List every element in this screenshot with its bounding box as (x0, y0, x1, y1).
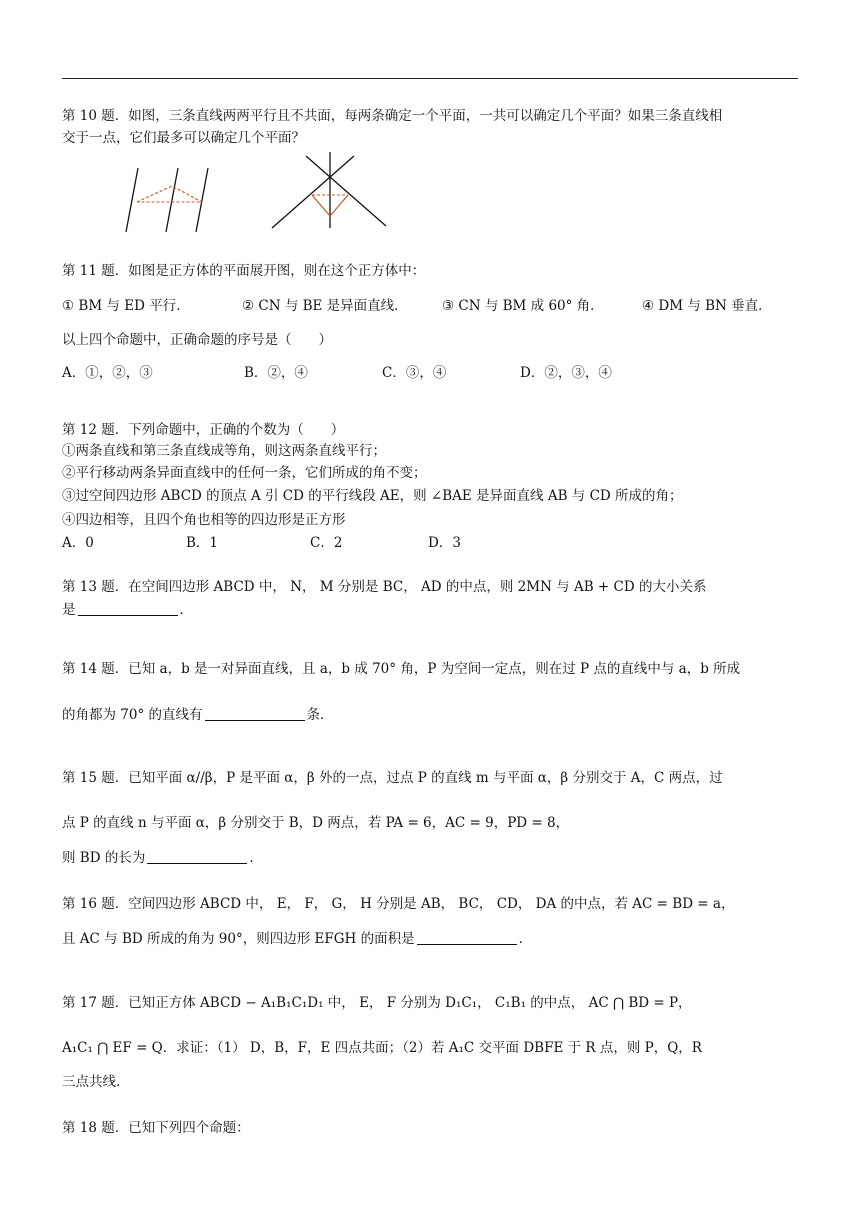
header-rule (62, 78, 798, 79)
q15-answer-blank (147, 849, 247, 864)
q15-line2: 点 P 的直线 n 与平面 α，β 分别交于 B，D 两点，若 PA = 6，AC = 9，PD = 8， (62, 815, 570, 831)
q11-propositions (62, 296, 772, 316)
q16-line1: 第 16 题．空间四边形 ABCD 中， E， F， G， H 分别是 AB， BC， CD， DA 的中点，若 AC = BD = a， (62, 896, 735, 912)
q15-line3 (62, 848, 263, 868)
q11-prop-1: ① BM 与 ED 平行． (62, 298, 190, 314)
q13-suffix: ． (179, 602, 193, 618)
q13-answer-blank (78, 601, 178, 616)
q11-option-d: D．②，③，④ (520, 365, 612, 381)
q12-options (62, 533, 461, 553)
q16-prefix: 且 AC 与 BD 所成的角为 90°，则四边形 EFGH 的面积是 (62, 931, 415, 947)
q12-item-2: ②平行移动两条异面直线中的任何一条，它们所成的角不变； (62, 465, 427, 481)
q11-title: 第 11 题．如图是正方体的平面展开图，则在这个正方体中： (62, 263, 426, 279)
q10-line2: 交于一点，它们最多可以确定几个平面？ (62, 130, 305, 146)
parallel-lines-figure (120, 160, 220, 235)
q12-option-a: A．0 (62, 535, 94, 551)
q16-answer-blank (417, 930, 517, 945)
q12-title: 第 12 题．下列命题中，正确的个数为（ ） (62, 422, 345, 438)
q17-line1: 第 17 题．已知正方体 ABCD − A₁B₁C₁D₁ 中， E， F 分别为 D₁C₁， C₁B₁ 的中点， AC ⋂ BD = P， (62, 995, 692, 1011)
q11-prop-2: ② CN 与 BE 是异面直线． (242, 298, 408, 314)
q13-line2 (62, 600, 193, 620)
q12-item-1: ①两条直线和第三条直线成等角，则这两条直线平行； (62, 443, 386, 459)
q17-line2: A₁C₁ ⋂ EF = Q．求证：（1） D，B，F，E 四点共面；（2）若 A₁C 交平面 DBFE 于 R 点，则 P，Q，R (62, 1040, 702, 1056)
q14-prefix: 的角都为 70° 的直线有 (62, 707, 203, 723)
q15-line1: 第 15 题．已知平面 α//β，P 是平面 α，β 外的一点，过点 P 的直线 m 与平面 α，β 分别交于 A，C 两点，过 (62, 770, 723, 786)
q13-line1: 第 13 题．在空间四边形 ABCD 中， N， M 分别是 BC， AD 的中点，则 2MN 与 AB + CD 的大小关系 (62, 579, 707, 595)
q11-option-b: B．②，④ (244, 365, 308, 381)
q12-option-b: B．1 (186, 535, 219, 551)
q18-title: 第 18 题．已知下列四个命题： (62, 1120, 250, 1136)
q15-prefix: 则 BD 的长为 (62, 850, 146, 866)
q11-question: 以上四个命题中，正确命题的序号是（ ） (62, 332, 332, 348)
q14-answer-blank (205, 706, 305, 721)
q13-prefix: 是 (62, 602, 76, 618)
q17-line3: 三点共线． (62, 1074, 130, 1090)
q15-suffix: ． (249, 850, 263, 866)
q12-item-3: ③过空间四边形 ABCD 的顶点 A 引 CD 的平行线段 AE，则 ∠BAE 是异面直线 AB 与 CD 所成的角； (62, 488, 683, 504)
q14-suffix: 条． (306, 707, 334, 723)
q12-option-c: C．2 (310, 535, 343, 551)
q14-line1: 第 14 题．已知 a，b 是一对异面直线，且 a，b 成 70° 角，P 为空间一定点，则在过 P 点的直线中与 a，b 所成 (62, 661, 741, 677)
concurrent-lines-figure (268, 152, 393, 230)
q10-line1: 第 10 题．如图，三条直线两两平行且不共面，每两条确定一个平面，一共可以确定几个平面？如果三条直线相 (62, 108, 723, 124)
q11-option-a: A．①，②，③ (62, 365, 153, 381)
q11-prop-4: ④ DM 与 BN 垂直． (642, 298, 772, 314)
q11-options (62, 363, 612, 383)
q16-suffix: ． (518, 931, 533, 947)
q11-option-c: C．③，④ (382, 365, 447, 381)
q11-prop-3: ③ CN 与 BM 成 60° 角． (442, 298, 604, 314)
q12-option-d: D．3 (428, 535, 461, 551)
q16-line2 (62, 929, 532, 949)
q12-item-4: ④四边相等，且四个角也相等的四边形是正方形 (62, 512, 346, 528)
q14-line2 (62, 705, 334, 725)
